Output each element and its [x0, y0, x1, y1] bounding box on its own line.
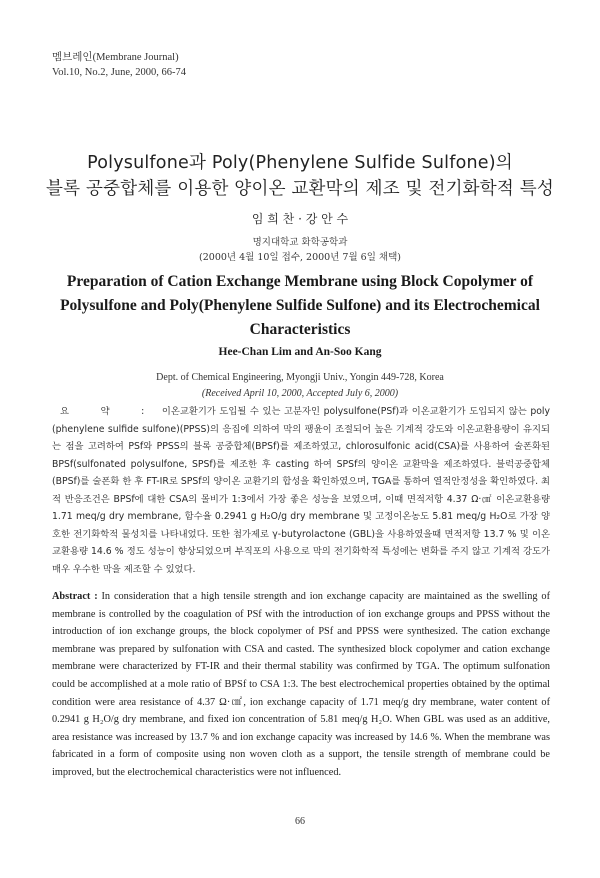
korean-abstract-label: 요 약 :: [60, 406, 159, 417]
english-abstract-label: Abstract :: [52, 591, 98, 602]
english-abstract: [52, 588, 550, 782]
korean-title-line1: Polysulfone과 Poly(Phenylene Sulfide Sulfone)의: [87, 153, 513, 173]
english-title: Preparation of Cation Exchange Membrane using Block Copolymer of Polysulfone and Poly(Phenylene Sulfide Sulfone) and its Electrochemical Characteristics: [60, 273, 540, 338]
korean-abstract-text: 이온교환기가 도입될 수 있는 고분자인 polysulfone(PSf)과 이온교환기가 도입되지 않는 poly (phenylene sulfide sulfone)(PPSS)의 응집에 의하여 막의 팽윤이 조절되어 높은 기계적 강도와 이온교환용량이 유지되는 점을 고려하여 PSf와 PPSS의 블록 공중합체(BPSf)를 제조하였고, chlorosulfonic acid(CSA)를 사용하여 술폰화된 BPSf(sulfonated polysulfone, SPSf)를 제조한 후 casting 하여 SPSf의 양이온 교환막을 제조하였다. 블럭공중합체(BPSf)를 술폰화 한 후 FT-IR로 SPSf의 양이온 교환기의 합성을 확인하였으며, TGA를 통하여 열적안정성을 확인하였다. 최적 반응조건은 BPSf에 대한 CSA의 몰비가 1:3에서 가장 좋은 성능을 보였으며, 이때 면적저항 4.37 Ω·㎠ 이온교환용량 1.71 meq/g dry membrane, 함수율 0.2941 g H₂O/g dry membrane 및 고정이온농도 5.81 meq/g H₂O로 가장 양호한 전기화학적 물성치를 나타내었다. 또한 첨가제로 γ-butyrolactone (GBL)을 사용하였을때 면적저항 13.7 % 및 이온교환용량 14.6 % 정도 성능이 향상되었으며 부직포의 사용으로 막의 전기화학적 특성에는 변화를 주지 않고 기계적 강도가 매우 우수한 막을 제조할 수 있었다.: [52, 406, 550, 575]
journal-citation: Vol.10, No.2, June, 2000, 66-74: [52, 67, 186, 78]
journal-header: [52, 50, 186, 80]
korean-abstract: [52, 403, 550, 578]
english-abstract-text: In consideration that a high tensile strength and ion exchange capacity are maintained as the swelling of membrane is controlled by the coagulation of PSf with the introduction of ion exchange groups and PPSS without the introduction of ion exchange groups, the block copolymer of PSf and PPSS were synthesized. The cation exchange membrane was prepared by sulfonation with CSA and casted. The synthesized block copolymer and cation exchange membrane were characterized by FT-IR and their thermal stability was confirmed by TGA. The optimum sulfonation could be accomplished at a mole ratio of BPSf to CSA 1:3. The best electrochemical properties obtained by the optimal condition were area resistance of 4.37 Ω·㎠, ion exchange capacity of 1.71 meq/g dry membrane, water content of 0.2941 g H₂O/g dry membrane, and fixed ion concentration of 5.81 meq/g H₂O. When GBL was used as an additive, area resistance was increased by 13.7 % and ion exchange capacity was increased by 14.6 %. When the membrane was fabricated in a form of composite using non woven cloth as a support, the tensile strength of membrane could be improved, but the electrochemical characteristics were not influenced.: [52, 591, 550, 778]
journal-name: 멤브레인(Membrane Journal): [52, 52, 179, 63]
korean-title: [0, 150, 600, 202]
english-affiliation: Dept. of Chemical Engineering, Myongji Univ., Yongin 449-728, Korea: [156, 372, 444, 383]
english-authors: Hee-Chan Lim and An-Soo Kang: [218, 346, 382, 358]
korean-affiliation-block: [0, 235, 600, 265]
english-dates: (Received April 10, 2000, Accepted July 6, 2000): [201, 388, 399, 399]
english-affiliation-block: [0, 370, 600, 402]
korean-dates: (2000년 4월 10일 접수, 2000년 7월 6일 채택): [199, 252, 401, 263]
korean-title-line2: 블록 공중합체를 이용한 양이온 교환막의 제조 및 전기화학적 특성: [46, 179, 554, 199]
korean-authors: 임 희 찬 · 강 안 수: [251, 212, 349, 226]
korean-affiliation: 명지대학교 화학공학과: [252, 237, 348, 248]
page-number: 66: [295, 816, 305, 827]
